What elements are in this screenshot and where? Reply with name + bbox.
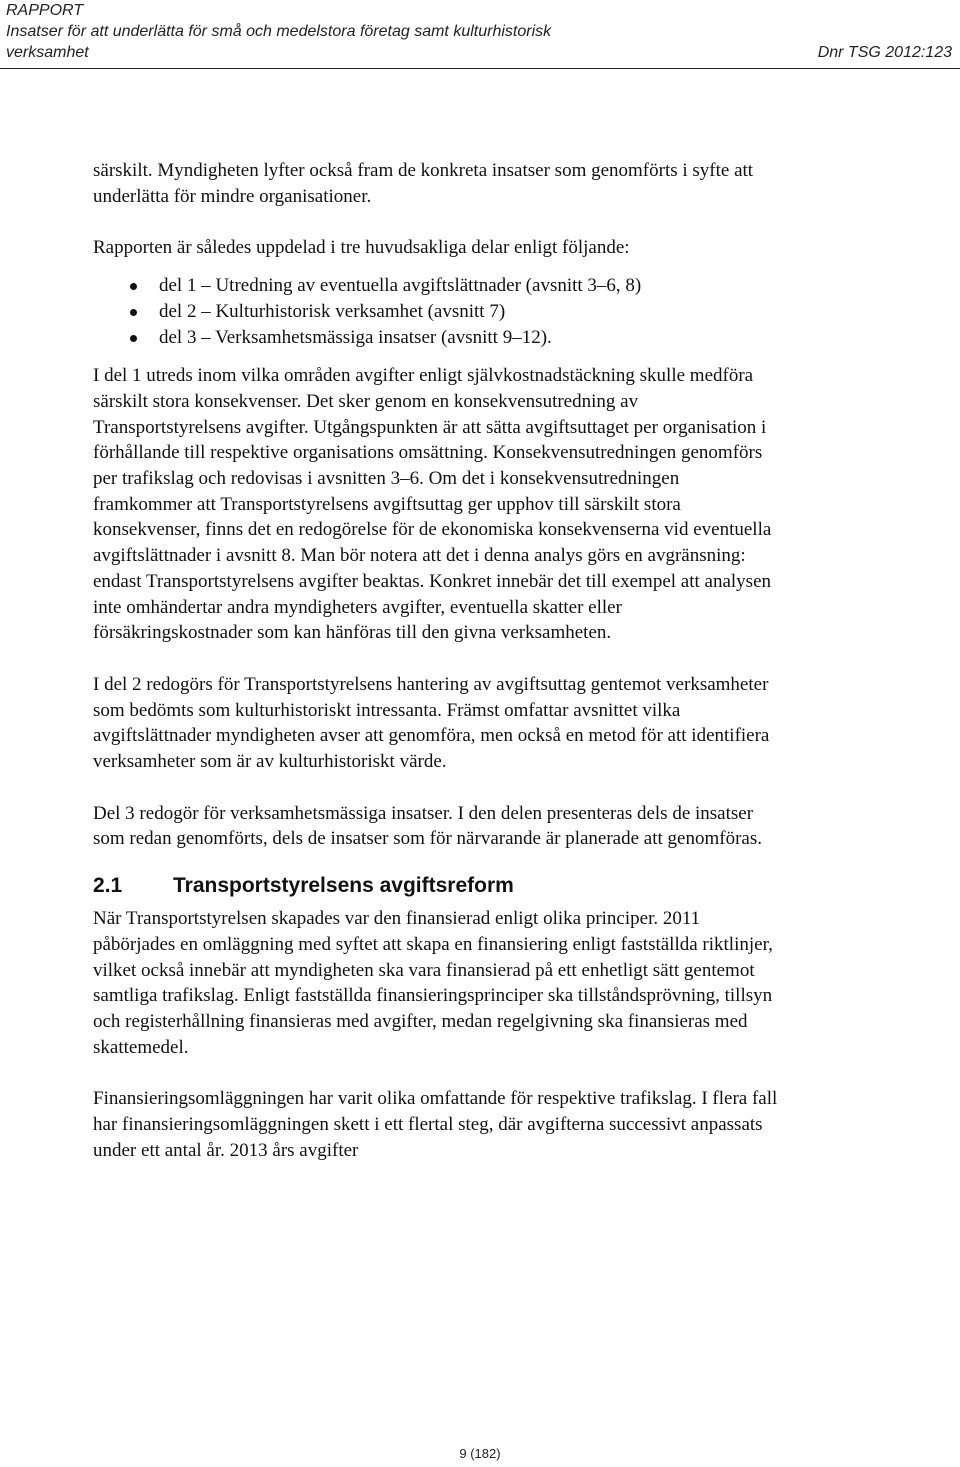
page-number: 9 (182) [459,1446,501,1461]
paragraph-del-1: I del 1 utreds inom vilka områden avgifter enligt självkostnadstäckning skulle medföra särskilt stora konsekvenser. Det sker genom en konsekvensutredning av Transportstyrelsens avgifter. Utgångspunkten är att sätta avgiftsuttaget per organisation i förhållande till respektive organisations omsättning. Konsekvensutredningen genomförs per trafikslag och redovisas i avsnitten 3–6. Om det i konsekvensutredningen framkommer att Transportstyrelsens avgiftsuttag ger upphov till särskilt stora konsekvenser, finns det en redogörelse för de ekonomiska konsekvenserna vid eventuella avgiftslättnader i avsnitt 8. Man bör notera att det i denna analys görs en avgränsning: endast Transportstyrelsens avgifter beaktas. Konkret innebär det till exempel att analysen inte omhändertar andra myndigheters avgifter, eventuella skatter eller försäkringskostnader som kan hänföras till den givna verksamheten. [93,365,772,644]
report-label: RAPPORT [6,2,84,19]
paragraph-reform: När Transportstyrelsen skapades var den finansierad enligt olika principer. 2011 påbörjades en omläggning med syftet att skapa en finansiering enligt fastställda riktlinjer, vilket också innebär att myndigheten ska vara finansierad på ett enhetligt sätt gentemot samtliga trafikslag. Enligt fastställda finansieringsprinciper ska tillståndsprövning, tillsyn och registerhållning finansieras med avgifter, medan regelgivning ska finansieras med skattemedel. [93,908,773,1058]
list-item [93,299,783,325]
page-header [6,0,952,70]
section-heading [93,872,783,900]
report-title-line-1: Insatser för att underlätta för små och medelstora företag samt kulturhistorisk [6,23,552,40]
section-title: Transportstyrelsens avgiftsreform [173,874,514,898]
section-number: 2.1 [93,874,123,898]
list-item-text: del 2 – Kulturhistorisk verksamhet (avsnitt 7) [159,300,506,322]
paragraph-parts-intro: Rapporten är således uppdelad i tre huvudsakliga delar enligt följande: [93,237,630,259]
bullet-icon [130,283,137,290]
list-item [93,273,783,299]
parts-list [93,273,783,350]
paragraph-del-3: Del 3 redogör för verksamhetsmässiga insatser. I den delen presenteras dels de insatser som redan genomförts, dels de insatser som för närvarande är planerade att genomföras. [93,802,762,850]
bullet-icon [130,335,137,342]
document-number: Dnr TSG 2012:123 [817,44,952,61]
bullet-icon [130,309,137,316]
paragraph-del-2: I del 2 redogörs för Transportstyrelsens hantering av avgiftsuttag gentemot verksamheter som bedömts som kulturhistoriskt intressanta. Främst omfattar avsnittet vilka avgiftslättnader myndigheten avser att genomföra, men också en metod för att identifiera verksamheter som är av kulturhistoriskt värde. [93,673,770,773]
paragraph-intro: särskilt. Myndigheten lyfter också fram de konkreta insatser som genomförts i syfte att underlätta för mindre organisationer. [93,160,754,207]
report-title-line-2: verksamhet [6,44,89,61]
header-divider [0,68,960,69]
list-item-text: del 3 – Verksamhetsmässiga insatser (avsnitt 9–12). [159,326,552,348]
list-item [93,325,783,351]
page-body [93,158,783,1164]
paragraph-finansiering: Finansieringsomläggningen har varit olika omfattande för respektive trafikslag. I flera fall har finansieringsomläggningen skett i ett flertal steg, där avgifterna successivt anpassats under ett antal år. 2013 års avgifter [93,1088,778,1161]
list-item-text: del 1 – Utredning av eventuella avgiftslättnader (avsnitt 3–6, 8) [159,275,642,297]
